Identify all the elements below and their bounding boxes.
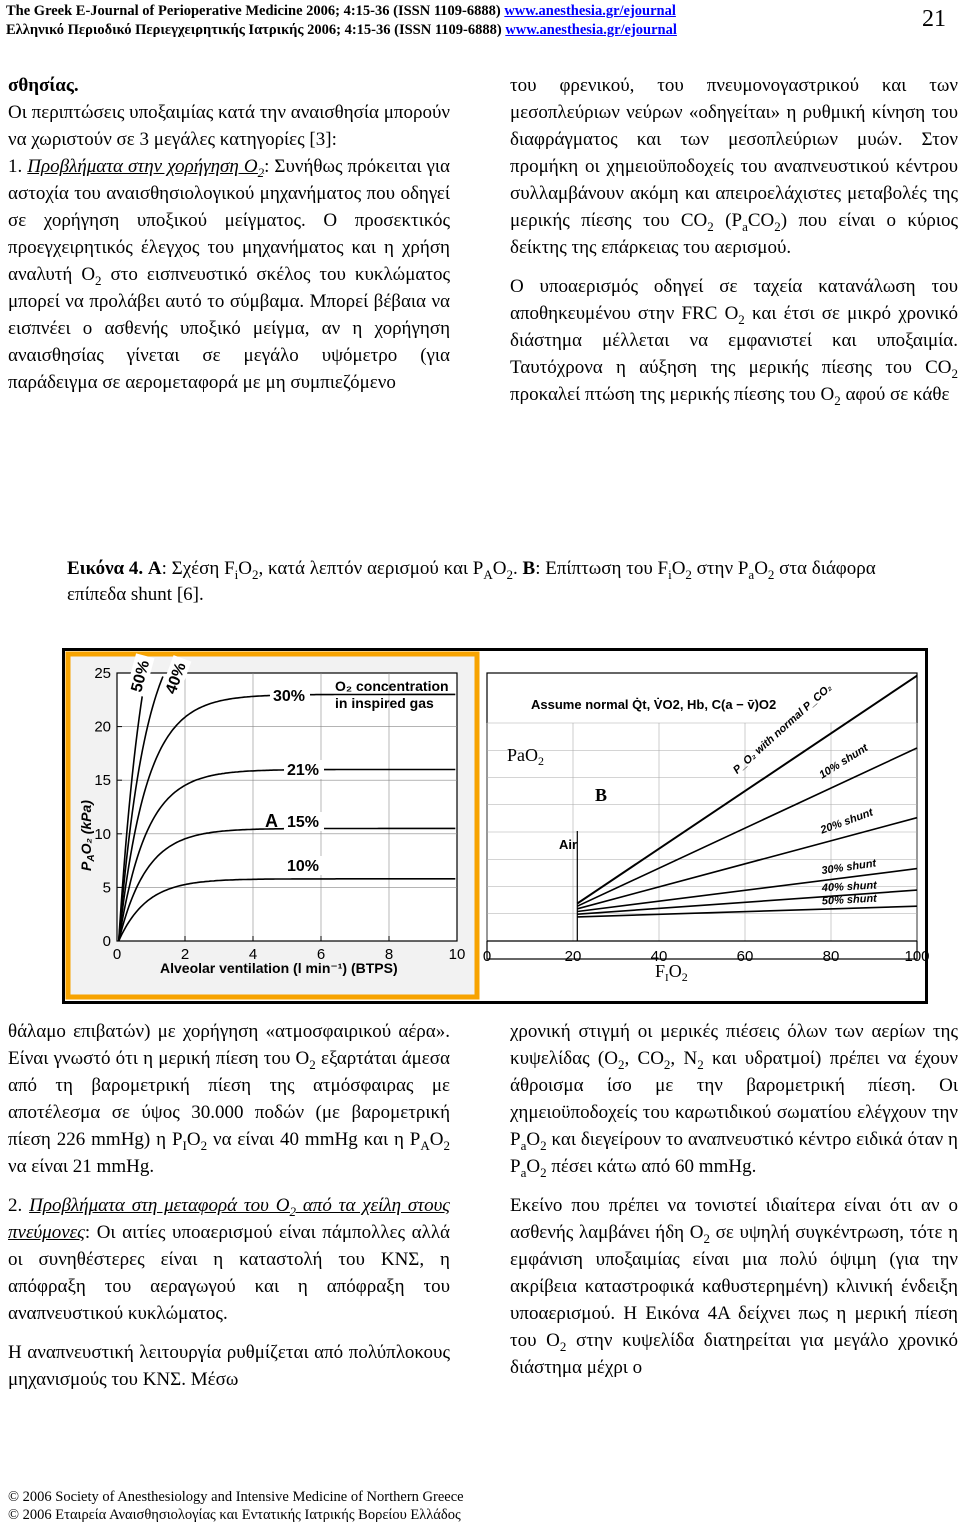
chart-a-ylabel: $P_AO_2$ (kPa) xyxy=(78,800,97,871)
header-line-en: The Greek E-Journal of Perioperative Medicine 2006; 4:15-36 (ISSN 1109-6888) www.anesthesia.gr/ejournal xyxy=(6,3,676,19)
shunt-label: 50% shunt xyxy=(821,892,878,908)
figure-svg xyxy=(65,651,930,1001)
y-tick-label: 15 xyxy=(94,772,111,790)
page-number: 21 xyxy=(922,6,946,32)
x-tick-label: 10 xyxy=(448,946,466,963)
x-tick-label: 0 xyxy=(112,946,122,963)
chart-a-plot-area xyxy=(117,673,457,941)
x-tick-label: 6 xyxy=(316,946,326,963)
journal-link[interactable]: www.anesthesia.gr/ejournal xyxy=(504,3,676,19)
journal-link[interactable]: www.anesthesia.gr/ejournal xyxy=(505,22,677,38)
shunt-label: 10% shunt xyxy=(817,742,871,782)
paragraph: 1. Προβλήματα στην χορήγηση $O_2$: Συνήθως πρόκειται για αστοχία του αναισθησιολογικού μηχανήματος που οδηγεί σε χορήγηση υποξικού μείγματος. Ο προσεκτικός προεγχειρητικός έλεγχος του μηχανήματος και η χρήση αναλυτή $O_2$ στο εισπνευστικό σκέλος του κυκλώματος μπορεί να προλάβει αυτό το σύμβαμα. Μπορεί βέβαια να εισπνέει ο ασθενής υποξικό μείγμα, αν η χορήγηση αναισθησίας γίνεται σε μεγάλο υψόμετρο (για παράδειγμα σε αερομεταφορά με μη συμπιεζόμενο xyxy=(8,156,450,393)
shunt-label: 20% shunt xyxy=(818,806,875,837)
chart-b-xlabel: $F_IO_2$ xyxy=(655,961,688,984)
chart-b xyxy=(483,673,930,984)
x-tick-label: 60 xyxy=(736,948,754,965)
chart-a-title-line1: O₂ concentration xyxy=(335,678,449,694)
chart-a-xlabel: Alveolar ventilation (l min⁻¹) (BTPS) xyxy=(160,960,398,976)
x-tick-label: 100 xyxy=(904,948,930,965)
left-column-bottom xyxy=(8,1018,450,1393)
chart-a xyxy=(68,653,477,997)
y-tick-label: 10 xyxy=(94,825,111,843)
paragraph: θάλαμο επιβατών) με χορήγηση «ατμοσφαιρικού αέρα». Είναι γνωστό ότι η μερική πίεση του $O_2$ εξαρτάται άμεσα από τη βαρομετρική πίεση της ατμόσφαιρας με αποτέλεσμα σε ύψος 30.000 ποδών (με βαρομετρική πίεση 226 mmHg) η $P_IO_2$ να είναι 40 mmHg και η $P_AO_2$ να είναι 21 mmHg. xyxy=(8,1021,450,1177)
x-tick-label: 8 xyxy=(384,946,394,963)
x-tick-label: 20 xyxy=(564,948,582,965)
x-tick-label: 80 xyxy=(822,948,840,965)
curve-label: 15% xyxy=(287,814,320,831)
chart-b-panel-letter: B xyxy=(595,785,608,805)
y-tick-label: 20 xyxy=(94,718,111,736)
x-tick-label: 2 xyxy=(180,946,190,963)
y-tick-label: 5 xyxy=(102,879,111,897)
curve-label: 40% xyxy=(162,660,190,697)
figure-4 xyxy=(62,648,928,1004)
chart-b-ylabel: PaO$_2$ xyxy=(507,745,544,768)
paragraph: Η αναπνευστική λειτουργία ρυθμίζεται από πολύπλοκους μηχανισμούς του ΚΝΣ. Μέσω xyxy=(8,1342,450,1390)
paragraph: Εκείνο που πρέπει να τονιστεί ιδιαίτερα είναι ότι αν ο ασθενής λαμβάνει ήδη $O_2$ σε υψηλή συγκέντρωση, τότε η εμφάνιση υποξαιμίας είναι μια πολύ όψιμη (για την ακρίβεια καταστροφικά καθυστερημένη) κλινική ένδειξη υποαερισμού. Η Εικόνα 4Α δείχνει πως η μερική πίεση του $O_2$ στην κυψελίδα διατηρείται για μεγάλο χρονικό διάστημα μέχρι ο xyxy=(510,1195,959,1378)
paragraph: χρονική στιγμή οι μερικές πιέσεις όλων των αερίων της κυψελίδας ($O_2$, $CO_2$, $N_2$ και υδρατμοί) πρέπει να έχουν άθροισμα ίσο με την βαρομετρική πίεση. Οι χημειοϋποδοχείς του καρωτιδικού σωματίου ελέγχουν την $P_aO_2$ και διεγείρουν το αναπνευστικό κέντρο ειδικά όταν η $P_aO_2$ πέσει κάτω από 60 mmHg. xyxy=(510,1021,958,1180)
figure-caption: Εικόνα 4. A: Σχέση $F_iO_2$, κατά λεπτόν αερισμού και $P_AO_2$. B: Επίπτωση του $F_iO_2$ στην $P_aO_2$ στα διάφορα επίπεδα shunt [6]. xyxy=(67,558,876,605)
footer xyxy=(8,1488,464,1524)
shunt-label: P_O₂ with normal P_CO₂ xyxy=(730,681,835,777)
x-tick-label: 40 xyxy=(650,948,668,965)
paragraph: 2. Προβλήματα στη μεταφορά του $O_2$ από τα χείλη στους πνεύμονες: Οι αιτίες υποαερισμού είναι πάμπολλες αλλά οι συνηθέστερες είναι η καταστολή του ΚΝΣ, η απόφραξη του αεραγωγού και η απόφραξη του αναπνευστικού κυκλώματος. xyxy=(8,1195,451,1324)
paragraph: Οι περιπτώσεις υποξαιμίας κατά την αναισθησία μπορούν να χωριστούν σε 3 μεγάλες κατηγορίες [3]: xyxy=(8,102,450,150)
y-tick-label: 0 xyxy=(102,933,111,950)
curve-label: 21% xyxy=(287,762,320,779)
shunt-label: 30% shunt xyxy=(820,857,877,878)
chart-b-air-label: Air xyxy=(559,837,578,852)
chart-b-title: Assume normal Q̇t, V̇O2, Hb, C(a − v̄)O2 xyxy=(531,697,777,712)
curve-label: 10% xyxy=(287,858,320,875)
paragraph: Ο υποαερισμός οδηγεί σε ταχεία κατανάλωση του αποθηκευμένου στην FRC $O_2$ και έτσι σε μικρό χρονικό διάστημα μέλλεται να εμφανιστεί και υποξαιμία. Ταυτόχρονα η αύξηση της μερικής πίεσης του $CO_2$ προκαλεί πτώση της μερικής πίεσης του $O_2$ αφού σε κάθε xyxy=(510,276,958,408)
curve-label: 30% xyxy=(273,688,306,705)
y-tick-label: 25 xyxy=(94,665,111,682)
copyright-en: © 2006 Society of Anesthesiology and Intensive Medicine of Northern Greece xyxy=(8,1489,464,1505)
paragraph: σθησίας. xyxy=(8,75,79,96)
left-column-top xyxy=(8,72,450,396)
x-tick-label: 4 xyxy=(248,946,258,963)
shunt-label: 40% shunt xyxy=(821,879,878,895)
right-column-bottom xyxy=(510,1018,958,1381)
curve-label: 50% xyxy=(128,658,154,695)
copyright-gr: © 2006 Εταιρεία Αναισθησιολογίας και Εντατικής Ιατρικής Βορείου Ελλάδος xyxy=(8,1507,461,1523)
right-column-top xyxy=(510,72,958,408)
chart-a-title-line2: in inspired gas xyxy=(335,695,434,711)
paragraph: του φρενικού, του πνευμονογαστρικού και των μεσοπλεύριων νεύρων «οδηγείται» η ρυθμική κίνηση του διαφράγματος και των μεσοπλεύριων μυών. Στον προμήκη οι χημειοϋποδοχείς του αναπνευστικού κέντρου συλλαμβάνουν ακόμη και απειροελάχιστες μεταβολές της μερικής πίεσης του $CO_2$ $(P_aCO_2)$ που είναι ο κύριος δείκτης της επάρκειας του αερισμού. xyxy=(510,75,958,258)
x-tick-label: 0 xyxy=(482,948,492,965)
header-line-gr: Ελληνικό Περιοδικό Περιεγχειρητικής Ιατρικής 2006; 4:15-36 (ISSN 1109-6888) www.anesthesia.gr/ejournal xyxy=(6,22,677,38)
running-header xyxy=(6,2,677,40)
chart-a-panel-letter: A xyxy=(265,811,278,831)
